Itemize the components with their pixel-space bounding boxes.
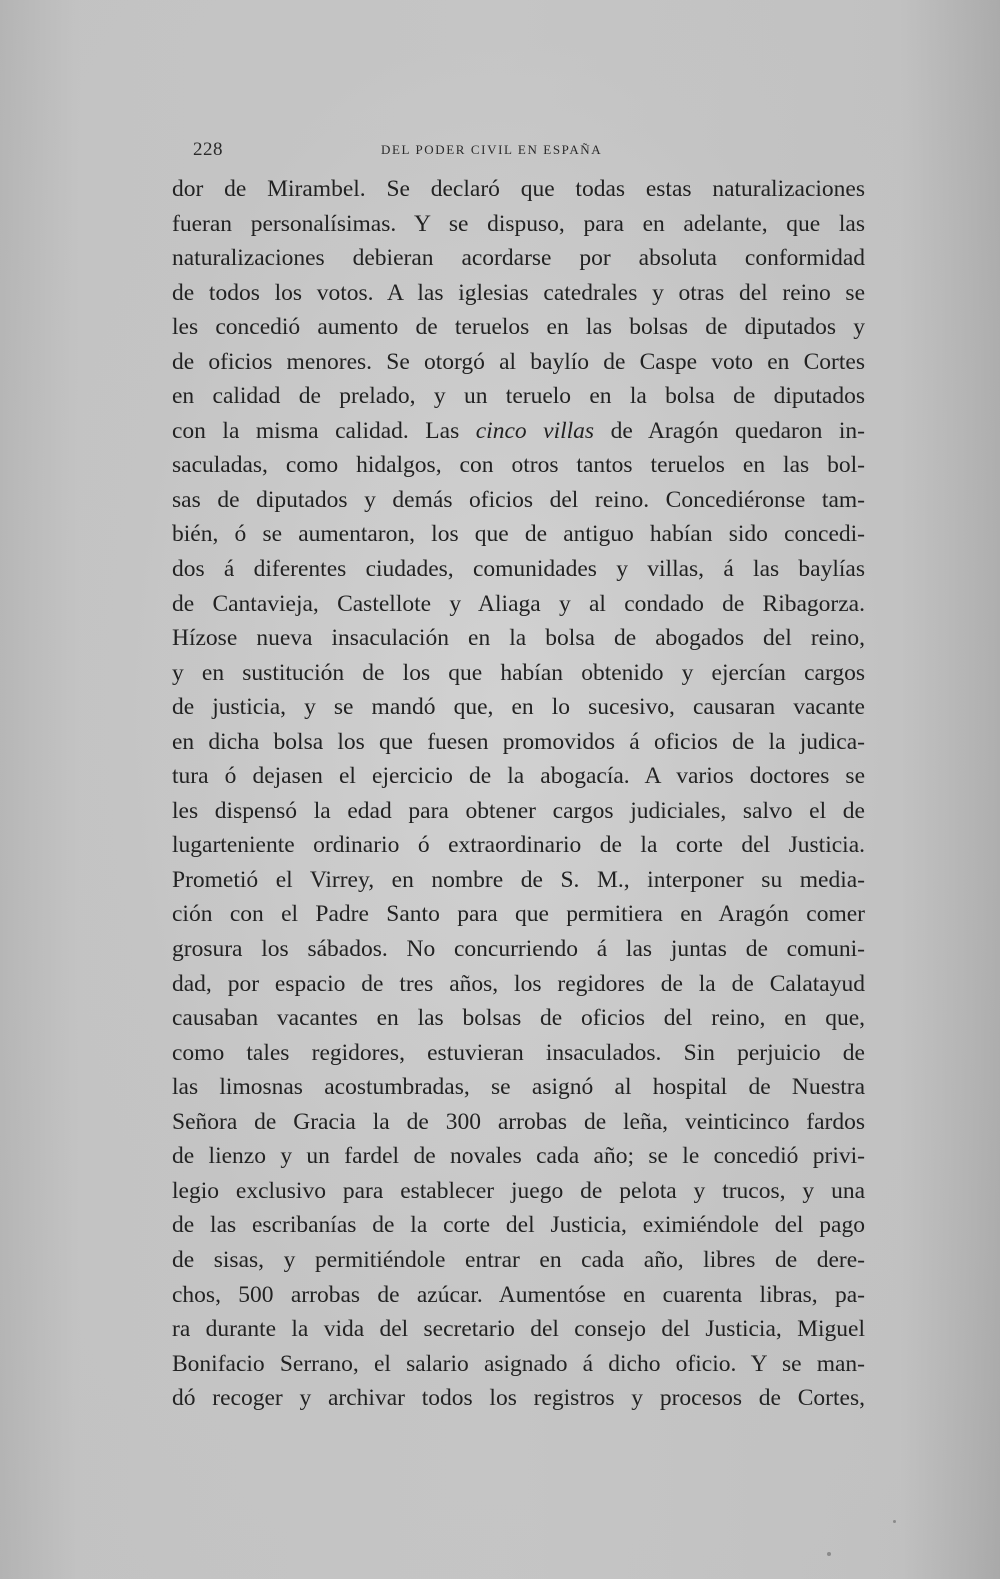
text-line: dad, por espacio de tres años, los regidores de la de Calatayud xyxy=(172,970,865,997)
paper-speck xyxy=(827,1552,831,1556)
text-line: les concedió aumento de teruelos en las bolsas de diputados y xyxy=(172,314,865,341)
text-line: en dicha bolsa los que fuesen promovidos á oficios de la judica- xyxy=(172,728,865,755)
text-line-part: con la misma calidad. Las xyxy=(172,417,476,444)
text-line-part: de Aragón quedaron in- xyxy=(594,417,865,444)
text-line: saculadas, como hidalgos, con otros tantos teruelos en las bol- xyxy=(172,452,865,479)
text-line: las limosnas acostumbradas, se asignó al hospital de Nuestra xyxy=(172,1074,865,1101)
text-line: de lienzo y un fardel de novales cada año; se le concedió privi- xyxy=(172,1143,865,1170)
text-line: naturalizaciones debieran acordarse por absoluta conformidad xyxy=(172,245,865,272)
text-line: sas de diputados y demás oficios del reino. Concediéronse tam- xyxy=(172,486,865,513)
page-number: 228 xyxy=(193,139,223,160)
italic-phrase: cinco villas xyxy=(475,417,595,444)
paper-speck xyxy=(893,1520,896,1523)
text-line: ción con el Padre Santo para que permitiera en Aragón comer xyxy=(172,901,865,928)
text-line: ra durante la vida del secretario del consejo del Justicia, Miguel xyxy=(172,1316,865,1343)
running-head: DEL PODER CIVIL EN ESPAÑA xyxy=(381,142,603,157)
text-line: Prometió el Virrey, en nombre de S. M., interponer su media- xyxy=(172,866,865,893)
text-line: bién, ó se aumentaron, los que de antiguo habían sido concedi- xyxy=(172,521,865,548)
text-line: Hízose nueva insaculación en la bolsa de abogados del reino, xyxy=(172,625,865,652)
text-line: causaban vacantes en las bolsas de oficios del reino, en que, xyxy=(172,1005,865,1032)
text-line: de las escribanías de la corte del Justicia, eximiéndole del pago xyxy=(172,1212,865,1239)
text-line: tura ó dejasen el ejercicio de la abogacía. A varios doctores se xyxy=(172,763,865,790)
text-line: chos, 500 arrobas de azúcar. Aumentóse en cuarenta libras, pa- xyxy=(172,1281,865,1308)
text-line: y en sustitución de los que habían obtenido y ejercían cargos xyxy=(172,659,865,686)
text-line: les dispensó la edad para obtener cargos judiciales, salvo el de xyxy=(172,797,865,824)
text-line: de justicia, y se mandó que, en lo sucesivo, causaran vacante xyxy=(172,694,865,721)
text-line: fueran personalísimas. Y se dispuso, para en adelante, que las xyxy=(172,210,865,237)
text-line: de todos los votos. A las iglesias catedrales y otras del reino se xyxy=(172,279,865,306)
text-line: de oficios menores. Se otorgó al baylío de Caspe voto en Cortes xyxy=(172,348,865,375)
text-line: dor de Mirambel. Se declaró que todas estas naturalizaciones xyxy=(172,176,865,202)
text-line: Bonifacio Serrano, el salario asignado á dicho oficio. Y se man- xyxy=(172,1350,865,1377)
text-line: como tales regidores, estuvieran insaculados. Sin perjuicio de xyxy=(172,1039,865,1066)
text-line: legio exclusivo para establecer juego de pelota y trucos, y una xyxy=(172,1177,865,1204)
text-line: Señora de Gracia la de 300 arrobas de leña, veinticinco fardos xyxy=(172,1108,865,1135)
body-text xyxy=(172,172,865,1416)
text-line: lugarteniente ordinario ó extraordinario de la corte del Justicia. xyxy=(172,832,865,859)
text-line: grosura los sábados. No concurriendo á las juntas de comuni- xyxy=(172,936,865,963)
page-header xyxy=(193,139,653,163)
text-line: de sisas, y permitiéndole entrar en cada año, libres de dere- xyxy=(172,1246,865,1273)
text-line: en calidad de prelado, y un teruelo en la bolsa de diputados xyxy=(172,383,865,410)
text-line: dos á diferentes ciudades, comunidades y villas, á las baylías xyxy=(172,556,865,583)
text-line xyxy=(172,414,865,449)
text-line: de Cantavieja, Castellote y Aliaga y al condado de Ribagorza. xyxy=(172,590,865,617)
text-line: dó recoger y archivar todos los registros y procesos de Cortes, xyxy=(172,1385,865,1412)
